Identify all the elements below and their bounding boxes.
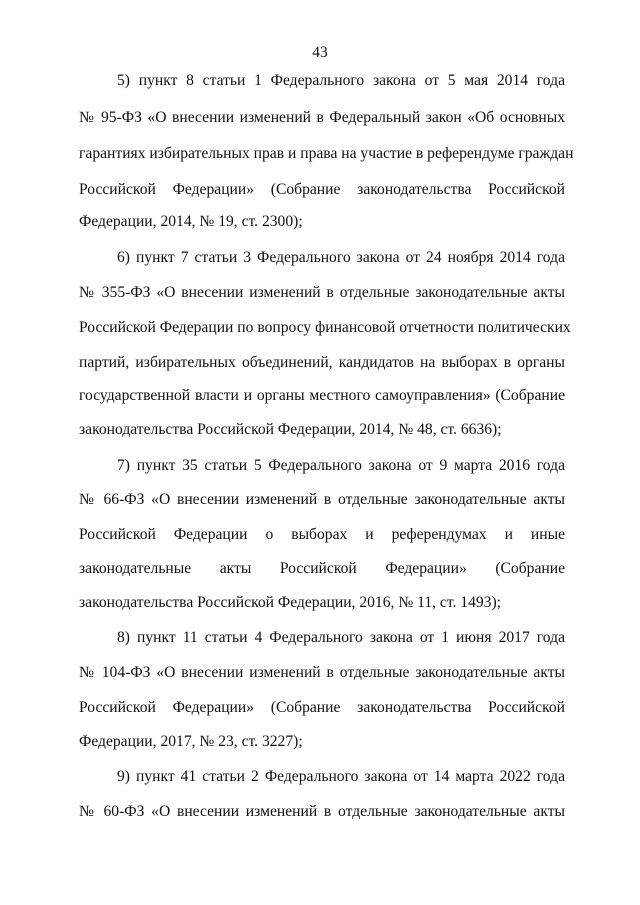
paragraph-7-line-4: законодательные акты Российской Федерации» (Собрание: [79, 560, 565, 577]
paragraph-7-line-1: 7) пункт 35 статьи 5 Федерального закона от 9 марта 2016 года: [117, 457, 565, 474]
paragraph-7-line-3: Российской Федерации о выборах и референдумах и иные: [79, 526, 565, 543]
paragraph-5-line-4: Российской Федерации» (Собрание законодательства Российской: [79, 181, 565, 198]
paragraph-9-line-1: 9) пункт 41 статьи 2 Федерального закона от 14 марта 2022 года: [117, 768, 565, 785]
paragraph-5-line-3: гарантиях избирательных прав и права на участие в референдуме граждан: [79, 145, 574, 162]
paragraph-8-line-1: 8) пункт 11 статьи 4 Федерального закона от 1 июня 2017 года: [117, 629, 565, 646]
paragraph-5-line-2: № 95-ФЗ «О внесении изменений в Федеральный закон «Об основных: [79, 109, 565, 126]
paragraph-5-line-5: Федерации, 2014, № 19, ст. 2300);: [79, 213, 303, 230]
paragraph-6-line-5: государственной власти и органы местного самоуправления» (Собрание: [79, 387, 565, 404]
paragraph-8-line-2: № 104-ФЗ «О внесении изменений в отдельные законодательные акты: [79, 664, 565, 681]
paragraph-5-line-1: 5) пункт 8 статьи 1 Федерального закона от 5 мая 2014 года: [117, 72, 565, 89]
paragraph-6-line-4: партий, избирательных объединений, кандидатов на выборах в органы: [79, 354, 565, 371]
paragraph-6-line-1: 6) пункт 7 статьи 3 Федерального закона от 24 ноября 2014 года: [117, 249, 565, 266]
paragraph-6-line-2: № 355-ФЗ «О внесении изменений в отдельные законодательные акты: [79, 284, 565, 301]
paragraph-7-line-5: законодательства Российской Федерации, 2016, № 11, ст. 1493);: [79, 594, 501, 611]
paragraph-8-line-3: Российской Федерации» (Собрание законодательства Российской: [79, 699, 565, 716]
paragraph-7-line-2: № 66-ФЗ «О внесении изменений в отдельные законодательные акты: [79, 491, 565, 508]
paragraph-8-line-4: Федерации, 2017, № 23, ст. 3227);: [79, 733, 303, 750]
paragraph-6-line-6: законодательства Российской Федерации, 2014, № 48, ст. 6636);: [79, 421, 502, 438]
paragraph-6-line-3: Российской Федерации по вопросу финансовой отчетности политических: [79, 319, 571, 336]
page-number: 43: [312, 44, 328, 61]
paragraph-9-line-2: № 60-ФЗ «О внесении изменений в отдельные законодательные акты: [79, 803, 565, 820]
